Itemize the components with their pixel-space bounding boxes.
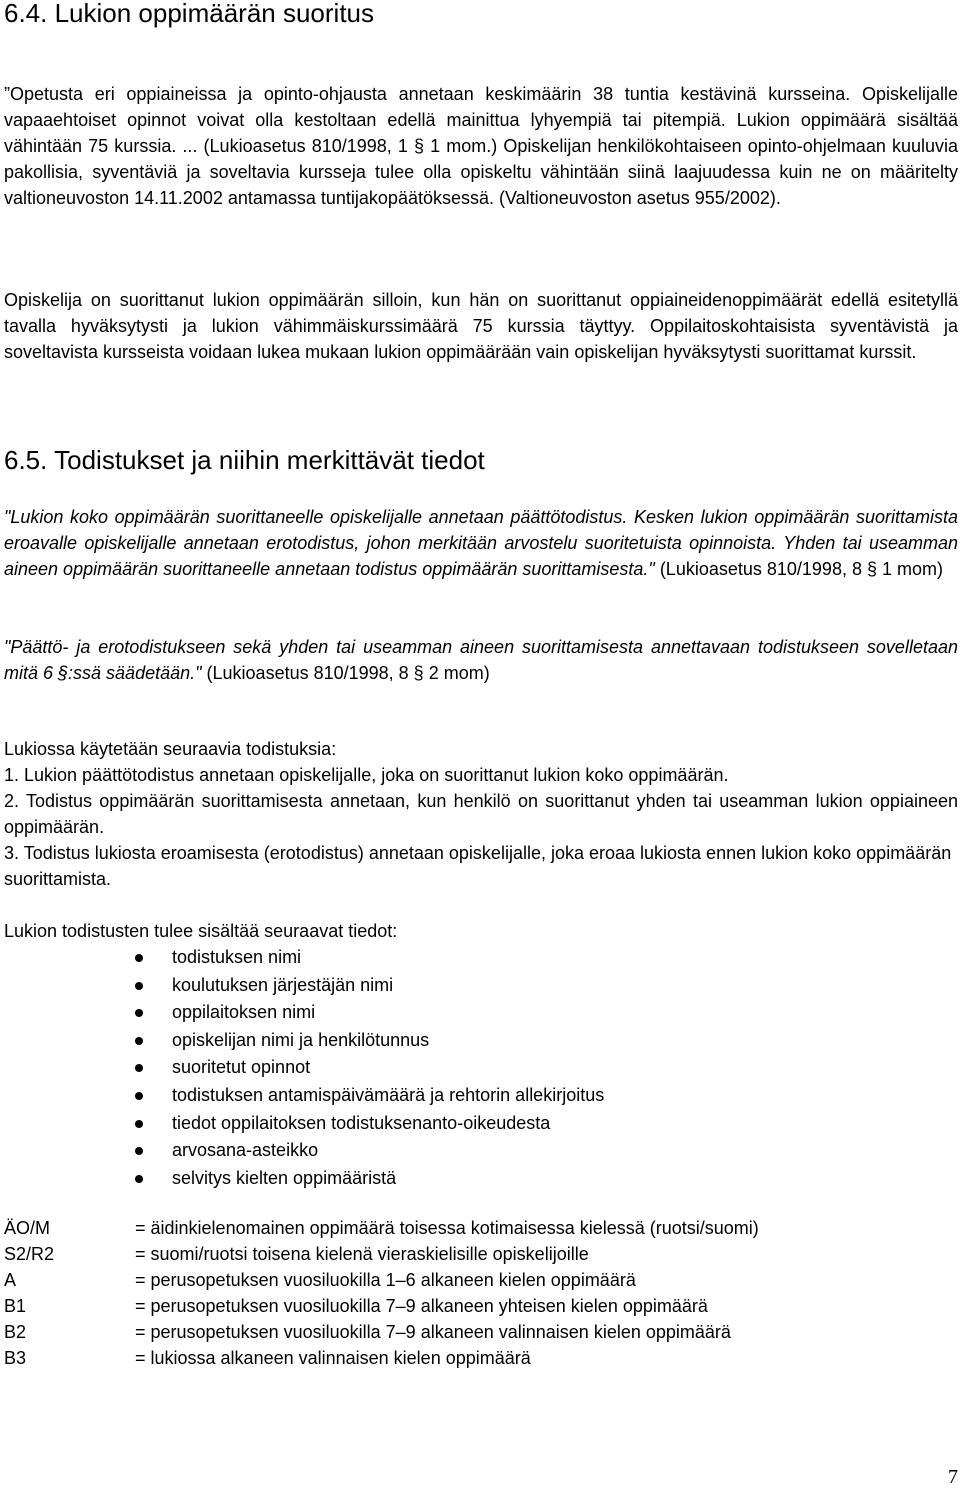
certificate-list [4, 762, 958, 892]
list-item: 3. Todistus lukiosta eroamisesta (erotodistus) annetaan opiskelijalle, joka eroaa lukiosta ennen lukion koko oppimäärän suorittamista. [4, 843, 952, 889]
table-row [4, 1345, 775, 1371]
paragraph-course-requirements: ”Opetusta eri oppiaineissa ja opinto-ohjausta annetaan keskimäärin 38 tuntia kestävinä kursseina. Opiskelijalle vapaaehtoiset opinnot voivat olla kestoltaan edellä mainittua lyhyempiä tai pitempiä. Lukion oppimäärä sisältää vähintään 75 kurssia. ... (Lukioasetus 810/1998, 1 § 1 mom.) Opiskelijan henkilökohtaiseen opinto-ohjelmaan kuuluvia pakollisia, syventäviä ja soveltavia kursseja tulee olla opiskeltu vähintään siinä laajuudessa kuin ne on määritelty valtioneuvoston 14.11.2002 antamassa tuntijakopäätöksessä. (Valtioneuvoston asetus 955/2002). [4, 84, 958, 208]
paragraph-completion: Opiskelija on suorittanut lukion oppimäärän silloin, kun hän on suorittanut oppiaineidenoppimäärät edellä esitetyllä tavalla hyväksytysti ja lukion vähimmäiskurssimäärä 75 kurssia täyttyy. Oppilaitoskohtaisista syventävistä ja soveltavista kursseista voidaan lukea mukaan lukion oppimäärään vain opiskelijan hyväksytysti suorittamat kurssit. [4, 290, 958, 362]
table-row [4, 1267, 775, 1293]
abbreviation-value: = perusopetuksen vuosiluokilla 7–9 alkaneen valinnaisen kielen oppimäärä [135, 1322, 731, 1342]
required-info-list [4, 944, 604, 1192]
abbreviation-value: = äidinkielenomainen oppimäärä toisessa kotimaisessa kielessä (ruotsi/suomi) [135, 1218, 759, 1238]
required-info-title: Lukion todistusten tulee sisältää seuraavat tiedot: [4, 921, 398, 941]
quote-text: "Päättö- ja erotodistukseen sekä yhden tai useamman aineen suorittamisesta annettavaan todistukseen sovelletaan mitä 6 §:ssä säädetään." [4, 637, 958, 683]
abbreviation-key: A [4, 1270, 17, 1290]
list-item: suoritetut opinnot [4, 1054, 604, 1082]
abbreviation-key: B1 [4, 1296, 27, 1316]
list-item: opiskelijan nimi ja henkilötunnus [4, 1027, 604, 1055]
abbreviation-value: = perusopetuksen vuosiluokilla 7–9 alkaneen yhteisen kielen oppimäärä [135, 1296, 708, 1316]
table-row [4, 1241, 775, 1267]
bullet-icon [135, 1120, 143, 1128]
list-item: todistuksen nimi [4, 944, 604, 972]
bullet-icon [135, 1064, 143, 1072]
list-item: arvosana-asteikko [4, 1137, 604, 1165]
bullet-icon [135, 1092, 143, 1100]
certificate-list-title: Lukiossa käytetään seuraavia todistuksia: [4, 739, 337, 759]
quote-text: "Lukion koko oppimäärän suorittaneelle opiskelijalle annetaan päättötodistus. Kesken lukion oppimäärän suorittamista eroavalle opiskelijalle annetaan erotodistus, johon merkitään arvostelu suoritetuista opinnoista. Yhden tai useamman aineen oppimäärän suorittaneelle annetaan todistus oppimäärän suorittamisesta." [4, 507, 958, 579]
abbreviation-key: ÄO/M [4, 1218, 51, 1238]
list-item: 1. Lukion päättötodistus annetaan opiskelijalle, joka on suorittanut lukion koko oppimäärän. [4, 765, 729, 785]
abbreviation-key: B3 [4, 1348, 27, 1368]
list-item: koulutuksen järjestäjän nimi [4, 972, 604, 1000]
quote-reference: (Lukioasetus 810/1998, 8 § 1 mom) [659, 559, 943, 579]
bullet-icon [135, 982, 143, 990]
quote-applied-rules [4, 634, 958, 686]
list-item: selvitys kielten oppimääristä [4, 1165, 604, 1193]
abbreviation-value: = lukiossa alkaneen valinnaisen kielen oppimäärä [135, 1348, 531, 1368]
abbreviation-key: B2 [4, 1322, 27, 1342]
quote-certificates [4, 504, 958, 582]
table-row [4, 1215, 775, 1241]
abbreviation-value: = perusopetuksen vuosiluokilla 1–6 alkaneen kielen oppimäärä [135, 1270, 636, 1290]
list-item: 2. Todistus oppimäärän suorittamisesta annetaan, kun henkilö on suorittanut yhden tai useamman lukion oppiaineen oppimäärän. [4, 791, 958, 837]
table-row [4, 1293, 775, 1319]
section-heading-6-4: 6.4. Lukion oppimäärän suoritus [4, 0, 375, 28]
list-item: todistuksen antamispäivämäärä ja rehtorin allekirjoitus [4, 1082, 604, 1110]
abbreviation-key: S2/R2 [4, 1244, 55, 1264]
section-heading-6-5: 6.5. Todistukset ja niihin merkittävät tiedot [4, 445, 485, 475]
bullet-icon [135, 954, 143, 962]
bullet-icon [135, 1175, 143, 1183]
list-item: tiedot oppilaitoksen todistuksenanto-oikeudesta [4, 1110, 604, 1138]
bullet-icon [135, 1009, 143, 1017]
abbreviation-value: = suomi/ruotsi toisena kielenä vieraskielisille opiskelijoille [135, 1244, 589, 1264]
table-row [4, 1319, 775, 1345]
quote-reference: (Lukioasetus 810/1998, 8 § 2 mom) [206, 663, 490, 683]
page-number: 7 [948, 1466, 958, 1488]
bullet-icon [135, 1147, 143, 1155]
list-item: oppilaitoksen nimi [4, 999, 604, 1027]
abbreviation-table [4, 1215, 775, 1371]
bullet-icon [135, 1037, 143, 1045]
